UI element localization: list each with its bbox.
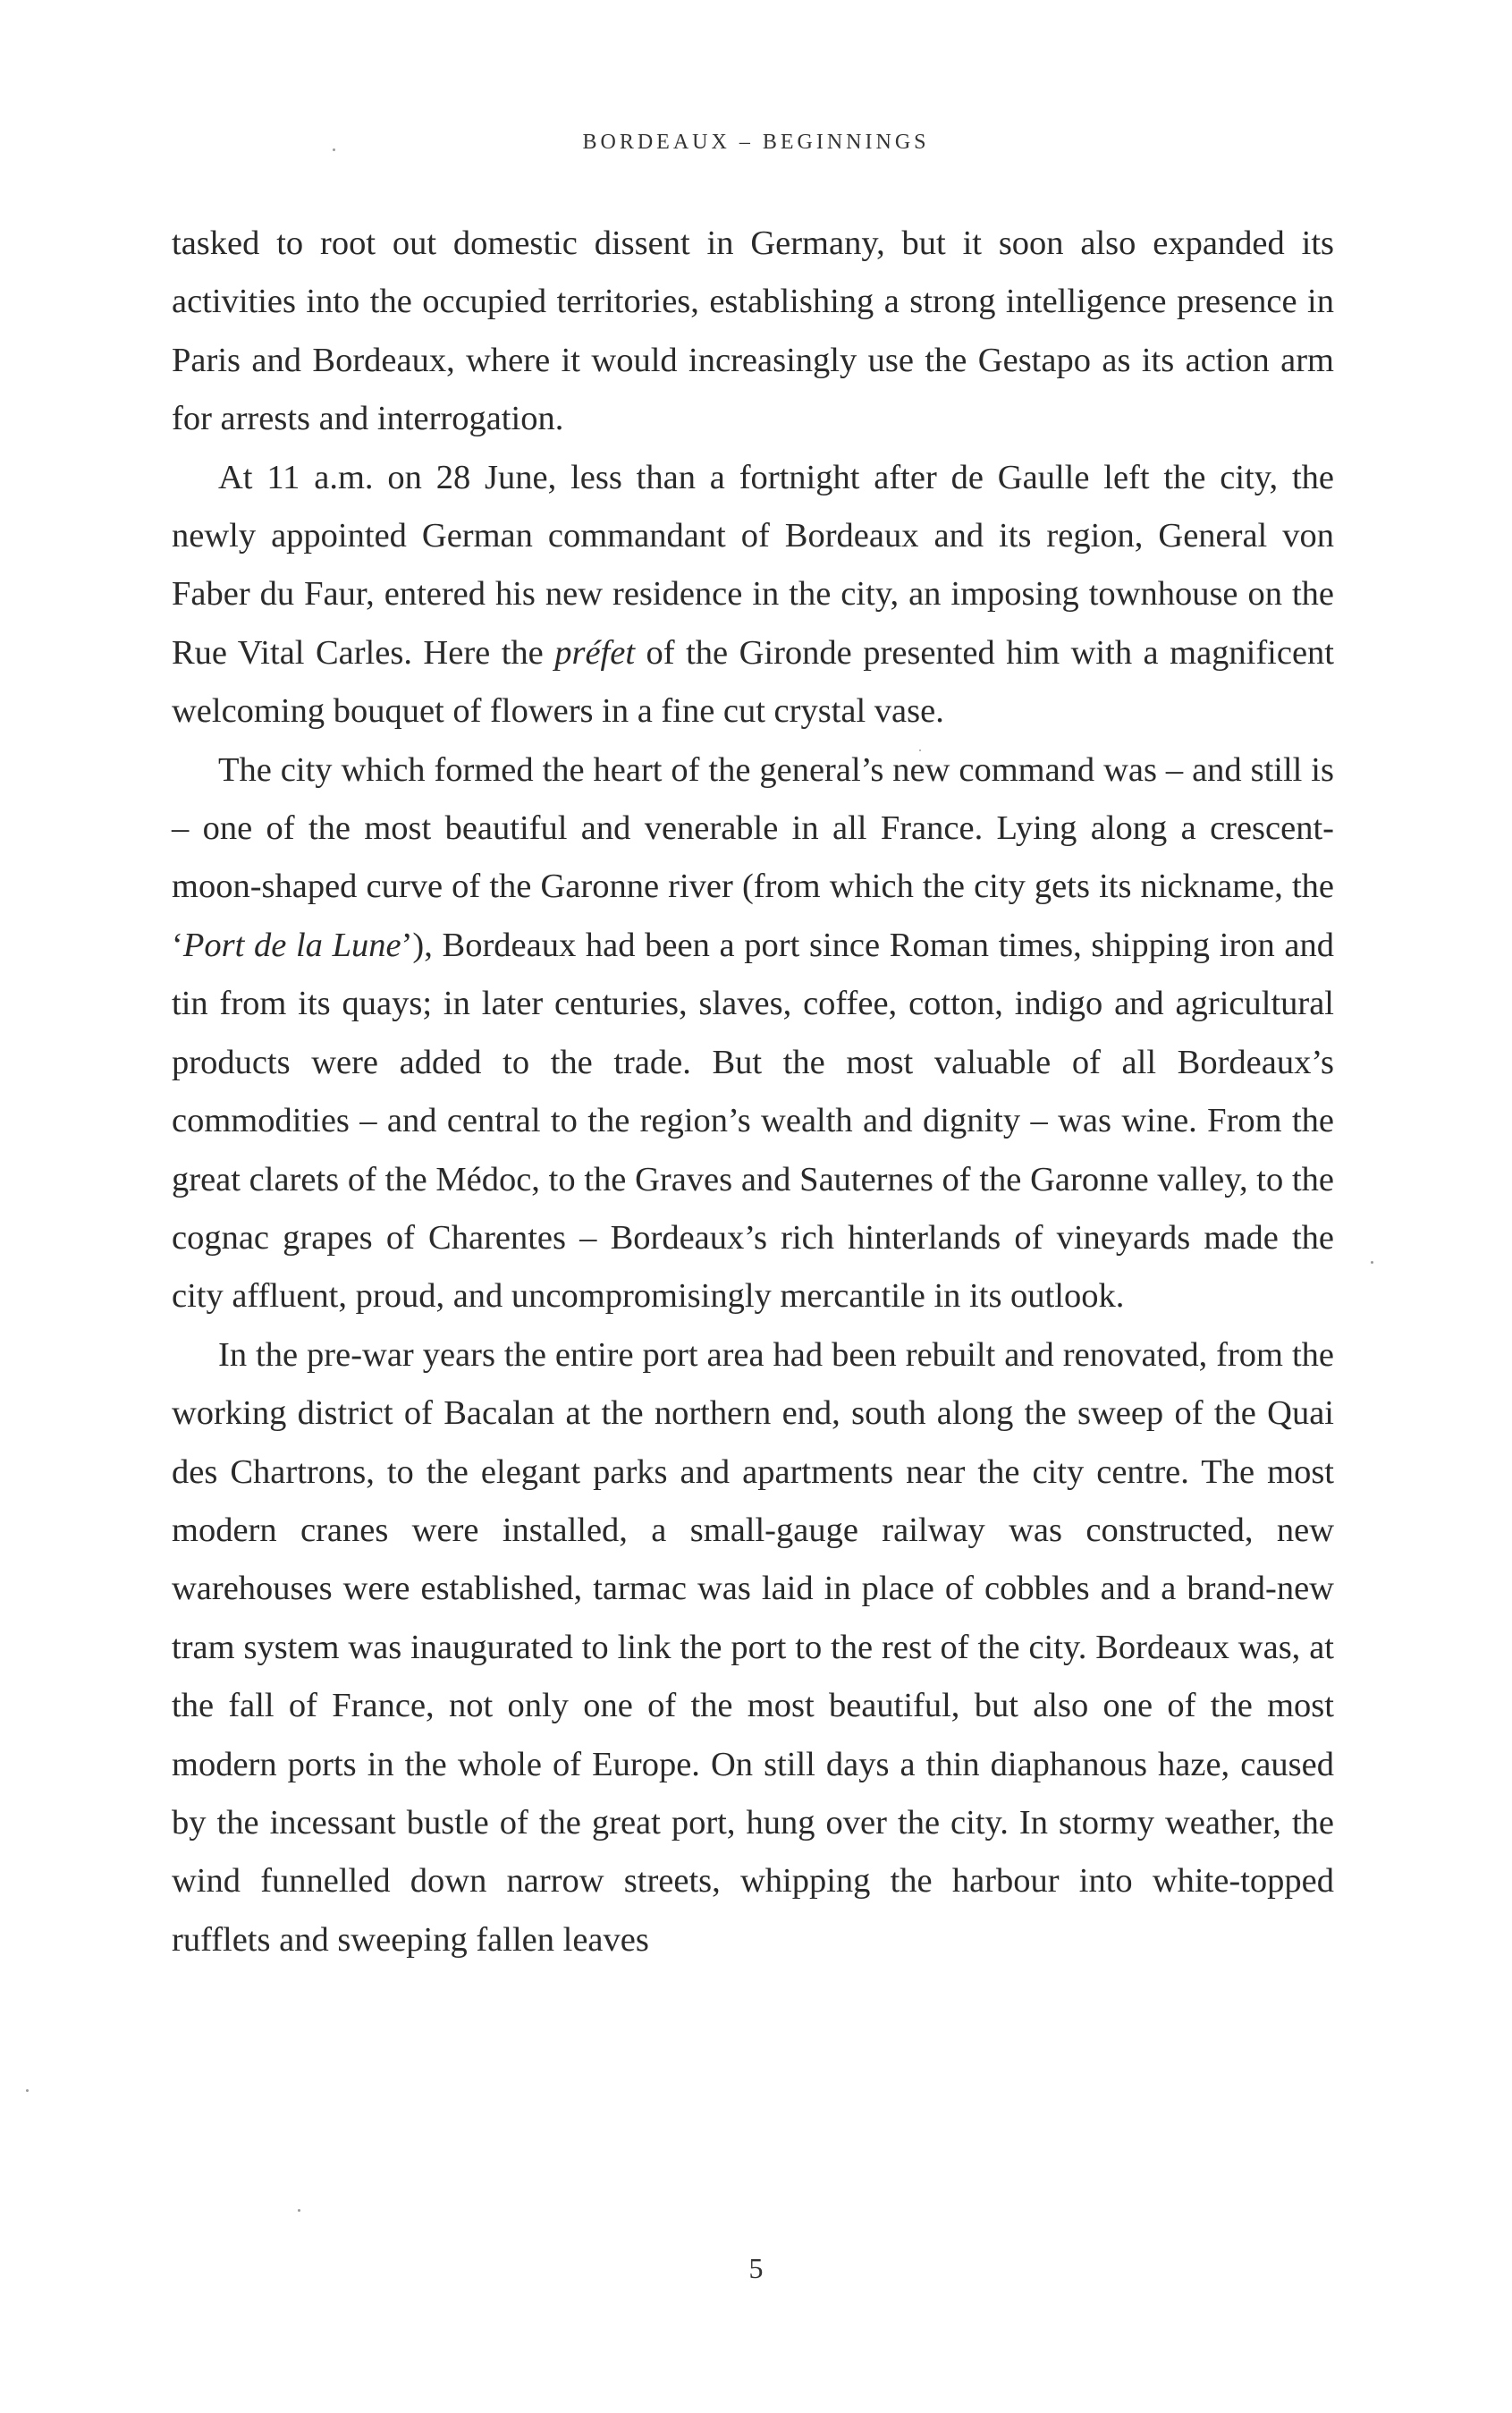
paragraph-1: tasked to root out domestic dissent in Germany, but it soon also expanded its activities into the occupied territories, establishing a strong intelligence presence in Paris and Bordeaux, where it would increasingly use the Gestapo as its action arm for arrests and interrogation. xyxy=(172,224,1334,438)
scan-speck xyxy=(1371,1261,1373,1264)
scan-speck xyxy=(919,749,921,751)
paragraph-2-text-b: of the Gironde presented him with a magnificent welcoming bouquet of flowers in a fine cut crystal vase. xyxy=(172,633,1334,731)
paragraph-2-italic-prefet: préfet xyxy=(554,633,636,672)
paragraph-2-text-a: At 11 a.m. on 28 June, less than a fortnight after de Gaulle left the city, the newly appointed German commandant of Bordeaux and its region, General von Faber du Faur, entered his new residence in the city, an imposing townhouse on the Rue Vital Carles. Here the xyxy=(172,458,1334,672)
paragraph-3 xyxy=(172,741,1334,1326)
page-number: 5 xyxy=(748,2252,764,2284)
paragraph-2 xyxy=(172,449,1334,741)
paragraph-4: In the pre-war years the entire port area had been rebuilt and renovated, from the working district of Bacalan at the northern end, south along the sweep of the Quai des Chartrons, to the elegant parks and apartments near the city centre. The most modern cranes were installed, a small-gauge railway was constructed, new warehouses were established, tarmac was laid in place of cobbles and a brand-new tram system was inaugurated to link the port to the rest of the city. Bordeaux was, at the fall of France, not only one of the most beautiful, but also one of the most modern ports in the whole of Europe. On still days a thin diaphanous haze, caused by the incessant bustle of the great port, hung over the city. In stormy weather, the wind funnelled down narrow streets, whipping the harbour into white-topped rufflets and sweeping fallen leaves xyxy=(172,1335,1334,1959)
scan-speck xyxy=(333,148,335,151)
body-text xyxy=(172,215,1334,1969)
running-head: BORDEAUX – BEGINNINGS xyxy=(582,131,930,154)
paragraph-3-italic-port-de-la-lune: Port de la Lune xyxy=(182,926,401,964)
paragraph-3-text-a: The city which formed the heart of the general’s new command was – and still is – one of the most beautiful and venerable in all France. Lying along a crescent-moon-shaped curve of the Garonne river (from which the city gets its nickname, the ‘ xyxy=(172,750,1334,964)
scan-speck xyxy=(26,2089,29,2092)
scan-speck xyxy=(298,2209,300,2212)
paragraph-3-text-b: ’), Bordeaux had been a port since Roman times, shipping iron and tin from its quays; in later centuries, slaves, coffee, cotton, indigo and agricultural products were added to the trade. But the most valuable of all Bordeaux’s commodities – and central to the region’s wealth and dignity – was wine. From the great clarets of the Médoc, to the Graves and Sauternes of the Garonne valley, to the cognac grapes of Charentes – Bordeaux’s rich hinterlands of vineyards made the city affluent, proud, and uncompromisingly mercantile in its outlook. xyxy=(172,926,1334,1316)
